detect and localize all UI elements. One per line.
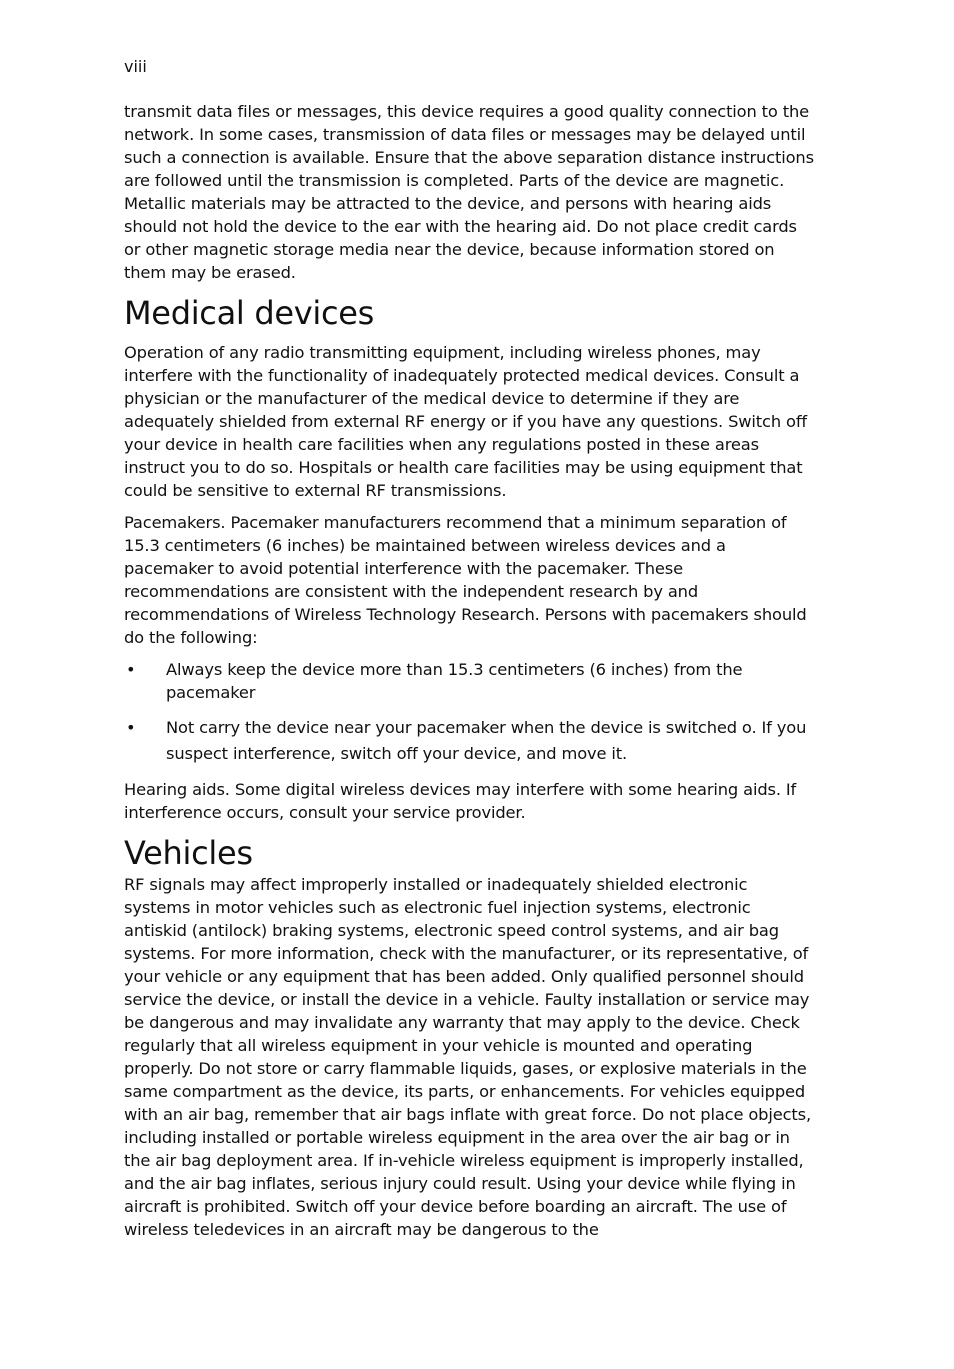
hearing-aids-text: Some digital wireless devices may interfere with some hearing aids. If interference occurs, consult your service provider. <box>124 780 797 822</box>
list-item <box>124 658 814 704</box>
pacemaker-bullet-list <box>124 658 814 767</box>
medical-devices-paragraph: Operation of any radio transmitting equipment, including wireless phones, may interfere with the functionality of inadequately protected medical devices. Consult a physician or the manufacturer of the medical device to determine if they are adequately shielded from external RF energy or if you have any questions. Switch off your device in health care facilities when any regulations posted in these areas instruct you to do so. Hospitals or health care facilities may be using equipment that could be sensitive to external RF transmissions. <box>124 343 807 500</box>
hearing-aids-paragraph <box>124 778 814 824</box>
vehicles-paragraph: RF signals may affect improperly installed or inadequately shielded electronic systems in motor vehicles such as electronic fuel injection systems, electronic antiskid (antilock) braking systems, electronic speed control systems, and air bag systems. For more information, check with the manufacturer, or its representative, of your vehicle or any equipment that has been added. Only qualified personnel should service the device, or install the device in a vehicle. Faulty installation or service may be dangerous and may invalidate any warranty that may apply to the device. Check regularly that all wireless equipment in your vehicle is mounted and operating properly. Do not store or carry flammable liquids, gases, or explosive materials in the same compartment as the device, its parts, or enhancements. For vehicles equipped with an air bag, remember that air bags inflate with great force. Do not place objects, including installed or portable wireless equipment in the area over the air bag or in the air bag deployment area. If in-vehicle wireless equipment is improperly installed, and the air bag inflates, serious injury could result. Using your device while flying in aircraft is prohibited. Switch off your device before boarding an aircraft. The use of wireless teledevices in an aircraft may be dangerous to the <box>124 875 811 1239</box>
list-item <box>124 715 814 767</box>
pacemakers-paragraph <box>124 511 814 649</box>
list-item-text: Not carry the device near your pacemaker when the device is switched o. If you suspect interference, switch off your device, and move it. <box>166 718 807 763</box>
intro-paragraph: transmit data files or messages, this device requires a good quality connection to the network. In some cases, transmission of data files or messages may be delayed until such a connection is available. Ensure that the above separation distance instructions are followed until the transmission is completed. Parts of the device are magnetic. Metallic materials may be attracted to the device, and persons with hearing aids should not hold the device to the ear with the hearing aid. Do not place credit cards or other magnetic storage media near the device, because information stored on them may be erased. <box>124 102 814 282</box>
document-page <box>124 56 814 1250</box>
list-item-text: Always keep the device more than 15.3 centimeters (6 inches) from the pacemaker <box>166 660 743 702</box>
hearing-aids-lead: Hearing aids. <box>124 780 230 799</box>
pacemakers-lead: Pacemakers. <box>124 513 226 532</box>
bullet-icon: • <box>126 660 136 679</box>
pacemakers-text: Pacemaker manufacturers recommend that a minimum separation of 15.3 centimeters (6 inches) be maintained between wireless devices and a pacemaker to avoid potential interference with the pacemaker. These recommendations are consistent with the independent research by and recommendations of Wireless Technology Research. Persons with pacemakers should do the following: <box>124 513 807 647</box>
bullet-icon: • <box>126 718 136 737</box>
vehicles-heading: Vehicles <box>124 834 253 872</box>
medical-devices-heading: Medical devices <box>124 294 375 332</box>
page-number: viii <box>124 57 147 76</box>
